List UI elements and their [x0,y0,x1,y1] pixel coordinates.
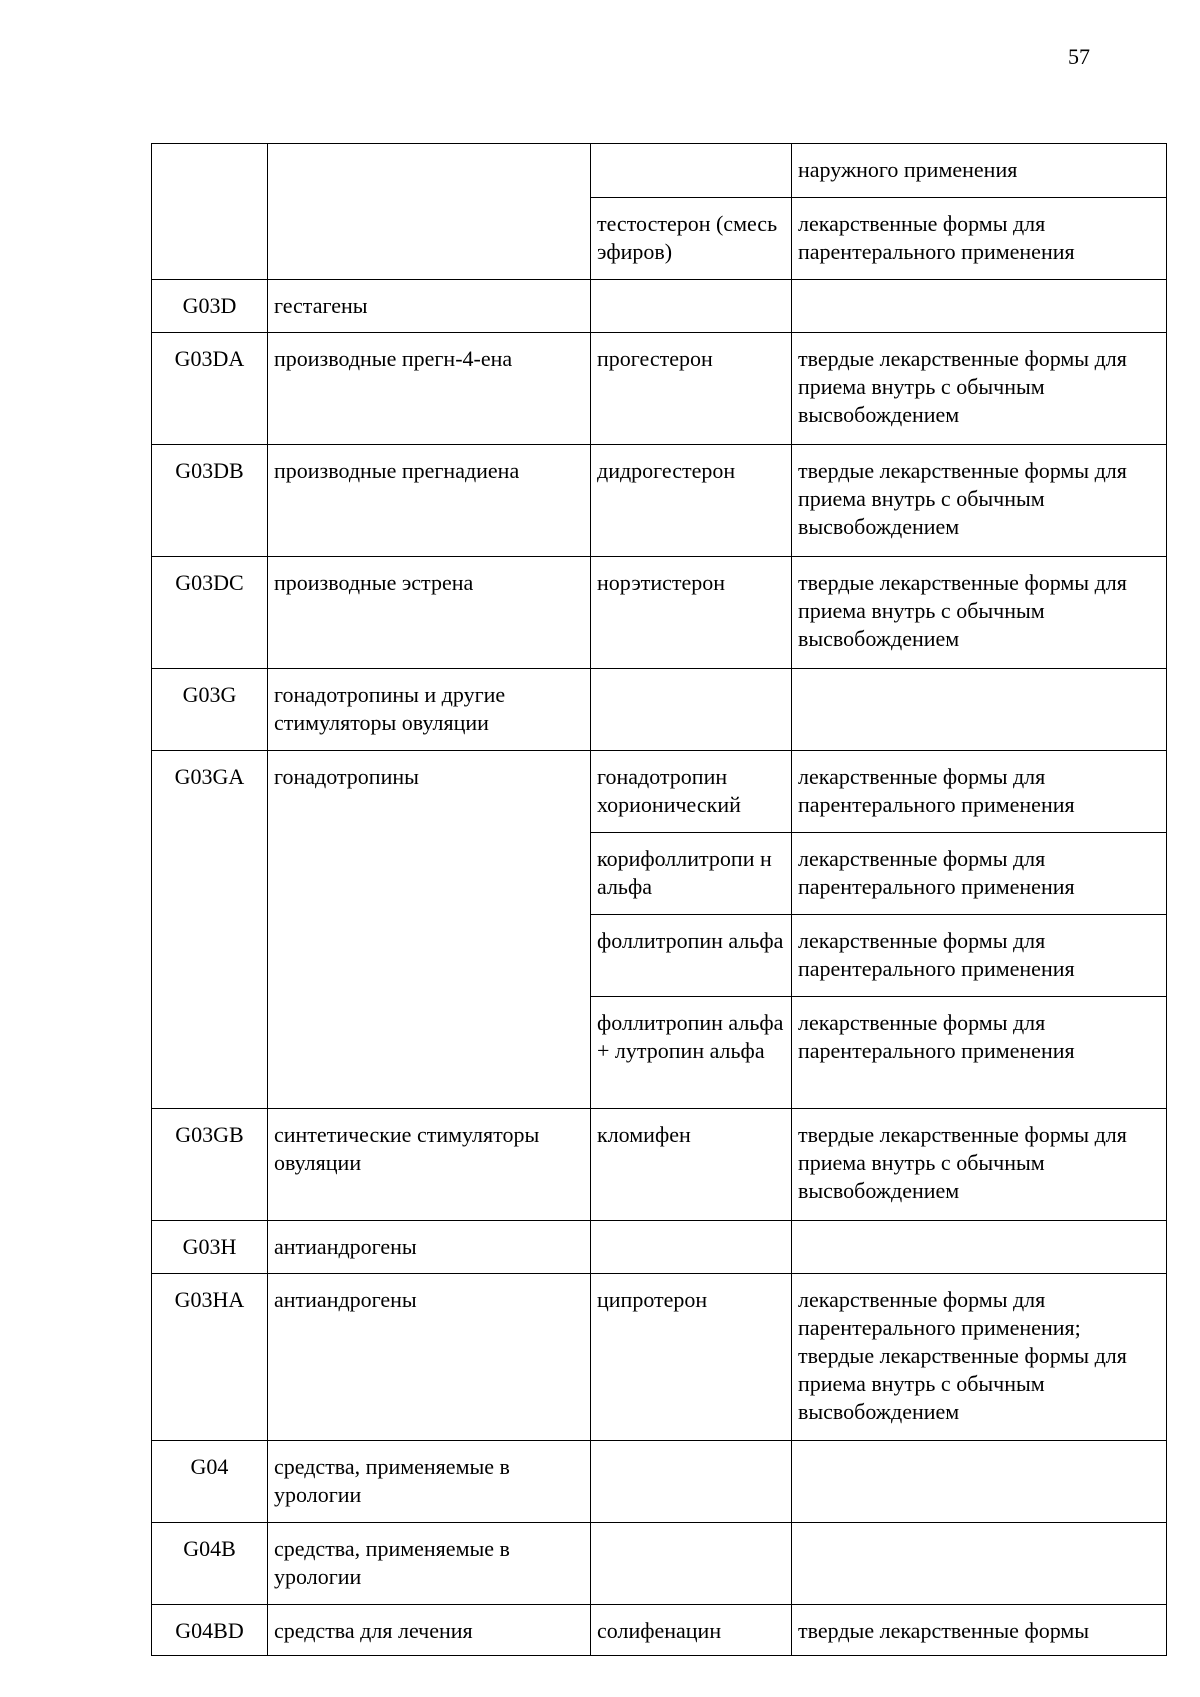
table-row [152,1109,1167,1221]
substance-cell [591,1221,792,1274]
substance-cell: фоллитропин альфа [591,915,792,997]
atc-code-cell: G03H [152,1221,268,1274]
group-cell: производные прегнадиена [268,445,591,557]
group-cell: антиандрогены [268,1274,591,1441]
dosage-form-cell: твердые лекарственные формы для приема внутрь с обычным высвобождением [792,333,1167,445]
table-row [152,280,1167,333]
dosage-form-cell: лекарственные формы для парентерального применения; твердые лекарственные формы для приема внутрь с обычным высвобождением [792,1274,1167,1441]
group-cell: гестагены [268,280,591,333]
dosage-form-cell: лекарственные формы для парентерального применения [792,997,1167,1109]
dosage-form-cell [792,1441,1167,1523]
group-cell: синтетические стимуляторы овуляции [268,1109,591,1221]
dosage-form-cell: лекарственные формы для парентерального применения [792,833,1167,915]
medication-table [151,143,1167,1656]
dosage-form-cell: твердые лекарственные формы для приема внутрь с обычным высвобождением [792,557,1167,669]
table-row [152,751,1167,833]
table-row [152,669,1167,751]
substance-cell: фоллитропин альфа + лутропин альфа [591,997,792,1109]
dosage-form-cell [792,1221,1167,1274]
dosage-form-cell: наружного применения [792,144,1167,198]
table-row [152,1221,1167,1274]
substance-cell [591,280,792,333]
table-row [152,1274,1167,1441]
group-cell: производные эстрена [268,557,591,669]
dosage-form-cell: твердые лекарственные формы для приема внутрь с обычным высвобождением [792,445,1167,557]
group-cell [268,144,591,280]
atc-code-cell: G03GA [152,751,268,1109]
group-cell: средства, применяемые в урологии [268,1523,591,1605]
dosage-form-cell: лекарственные формы для парентерального применения [792,751,1167,833]
substance-cell: прогестерон [591,333,792,445]
atc-code-cell: G03DA [152,333,268,445]
group-cell: гонадотропины [268,751,591,1109]
substance-cell [591,1523,792,1605]
table-row [152,333,1167,445]
group-cell: гонадотропины и другие стимуляторы овуляции [268,669,591,751]
substance-cell: гонадотропин хорионический [591,751,792,833]
page-number: 57 [1068,44,1090,69]
atc-code-cell: G03D [152,280,268,333]
table-row [152,1605,1167,1656]
substance-cell: ципротерон [591,1274,792,1441]
atc-code-cell: G04 [152,1441,268,1523]
table-row [152,1523,1167,1605]
atc-code-cell: G03DC [152,557,268,669]
dosage-form-cell [792,669,1167,751]
substance-cell: кломифен [591,1109,792,1221]
substance-cell [591,1441,792,1523]
dosage-form-cell: лекарственные формы для парентерального применения [792,198,1167,280]
table-row [152,445,1167,557]
atc-code-cell: G04BD [152,1605,268,1656]
dosage-form-cell: твердые лекарственные формы для приема внутрь с обычным высвобождением [792,1109,1167,1221]
group-cell: средства для лечения [268,1605,591,1656]
atc-code-cell [152,144,268,280]
substance-cell: дидрогестерон [591,445,792,557]
substance-cell: корифоллитропи н альфа [591,833,792,915]
substance-cell [591,669,792,751]
substance-cell: тестостерон (смесь эфиров) [591,198,792,280]
table-row [152,1441,1167,1523]
dosage-form-cell [792,280,1167,333]
atc-code-cell: G03GB [152,1109,268,1221]
atc-code-cell: G03HA [152,1274,268,1441]
substance-cell: норэтистерон [591,557,792,669]
group-cell: средства, применяемые в урологии [268,1441,591,1523]
dosage-form-cell [792,1523,1167,1605]
atc-code-cell: G03DB [152,445,268,557]
table-row [152,557,1167,669]
substance-cell: солифенацин [591,1605,792,1656]
substance-cell [591,144,792,198]
group-cell: антиандрогены [268,1221,591,1274]
table-row [152,144,1167,198]
dosage-form-cell: лекарственные формы для парентерального применения [792,915,1167,997]
atc-code-cell: G03G [152,669,268,751]
group-cell: производные прегн-4-ена [268,333,591,445]
atc-code-cell: G04B [152,1523,268,1605]
dosage-form-cell: твердые лекарственные формы [792,1605,1167,1656]
